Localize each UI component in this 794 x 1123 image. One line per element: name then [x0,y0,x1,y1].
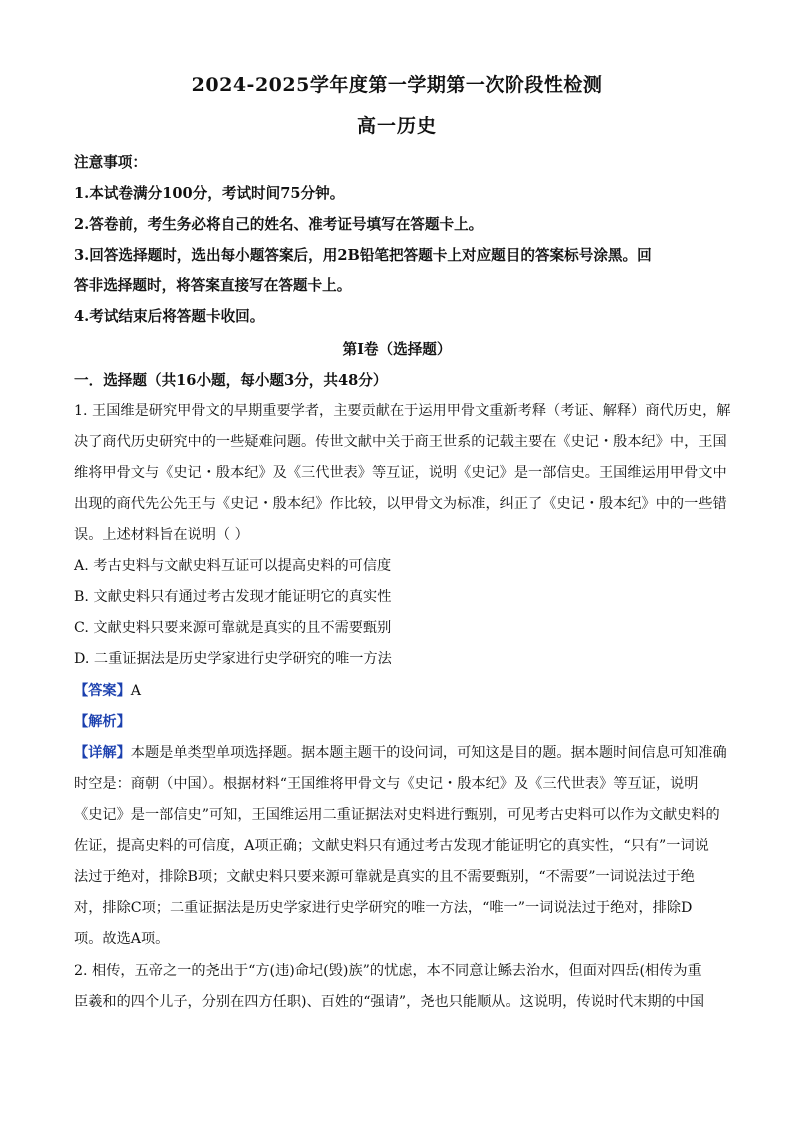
question-stem-line: 2. 相传，五帝之一的尧出于“方(违)命圮(毁)族”的忧虑，本不同意让鲧去治水，但面对四岳(相传为重 [74,963,702,979]
question-stem-line: 误。上述材料旨在说明（ ） [74,527,249,543]
subject-title: 高一历史 [356,115,437,137]
detail-line: 法过于绝对，排除B项；文献史料只要来源可靠就是真实的且不需要甄别，“不需要”一词说法过于绝 [74,869,695,885]
answer-value: A [130,683,142,699]
section-heading: 一．选择题（共16小题，每小题3分，共48分） [74,372,388,389]
notice-line: 4.考试结束后将答题卡收回。 [74,308,265,325]
detail-line: 项。故选A项。 [74,931,170,947]
part-title: 第Ⅰ卷（选择题） [342,341,452,358]
analysis-row [74,711,724,731]
notice-line: 答非选择题时，将答案直接写在答题卡上。 [74,277,352,294]
question-stem-line: 决了商代历史研究中的一些疑难问题。传世文献中关于商王世系的记载主要在《史记・殷本纪》中，王国 [74,434,727,450]
exam-title: 2024-2025学年度第一学期第一次阶段性检测 [191,74,603,96]
notice-line: 2.答卷前，考生务必将自己的姓名、准考证号填写在答题卡上。 [74,216,484,233]
question-stem-line: 臣羲和的四个儿子，分别在四方任职)、百姓的“强请”，尧也只能顺从。这说明，传说时代末期的中国 [74,994,705,1010]
detail-line: 对，排除C项；二重证据法是历史学家进行史学研究的唯一方法，“唯一”一词说法过于绝对，排除D [74,900,693,916]
option-d: D. 二重证据法是历史学家进行史学研究的唯一方法 [74,651,392,667]
detail-text: 本题是单类型单项选择题。据本题主题干的设问词，可知这是目的题。据本题时间信息可知准确 [130,745,727,761]
analysis-label: 【解析】 [74,714,131,730]
question-stem-line: 维将甲骨文与《史记・殷本纪》及《三代世表》等互证，说明《史记》是一部信史。王国维运用甲骨文中 [74,465,727,481]
option-b: B. 文献史料只有通过考古发现才能证明它的真实性 [74,589,392,605]
question-stem-line: 1. 王国维是研究甲骨文的早期重要学者，主要贡献在于运用甲骨文重新考释（考证、解释）商代历史，解 [74,403,731,419]
notice-line: 3.回答选择题时，选出每小题答案后，用2B铅笔把答题卡上对应题目的答案标号涂黑。回 [74,247,652,264]
question-stem-line: 出现的商代先公先王与《史记・殷本纪》作比较，以甲骨文为标准，纠正了《史记・殷本纪》中的一些错 [74,496,727,512]
detail-line [74,742,727,762]
notice-heading: 注意事项： [74,154,147,171]
detail-line: 《史记》是一部信史”可知，王国维运用二重证据法对史料进行甄别，可见考古史料可以作为文献史料的 [74,807,720,823]
answer-row [74,680,724,700]
detail-line: 时空是：商朝（中国）。根据材料“王国维将甲骨文与《史记・殷本纪》及《三代世表》等互证，说明 [74,776,699,792]
option-c: C. 文献史料只要来源可靠就是真实的且不需要甄别 [74,620,392,636]
answer-label: 【答案】 [74,683,131,699]
detail-label: 【详解】 [74,745,131,761]
option-a: A. 考古史料与文献史料互证可以提高史料的可信度 [74,558,392,574]
notice-line: 1.本试卷满分100分，考试时间75分钟。 [74,185,345,202]
detail-line: 佐证，提高史料的可信度，A项正确；文献史料只有通过考古发现才能证明它的真实性，“只有”一词说 [74,838,709,854]
